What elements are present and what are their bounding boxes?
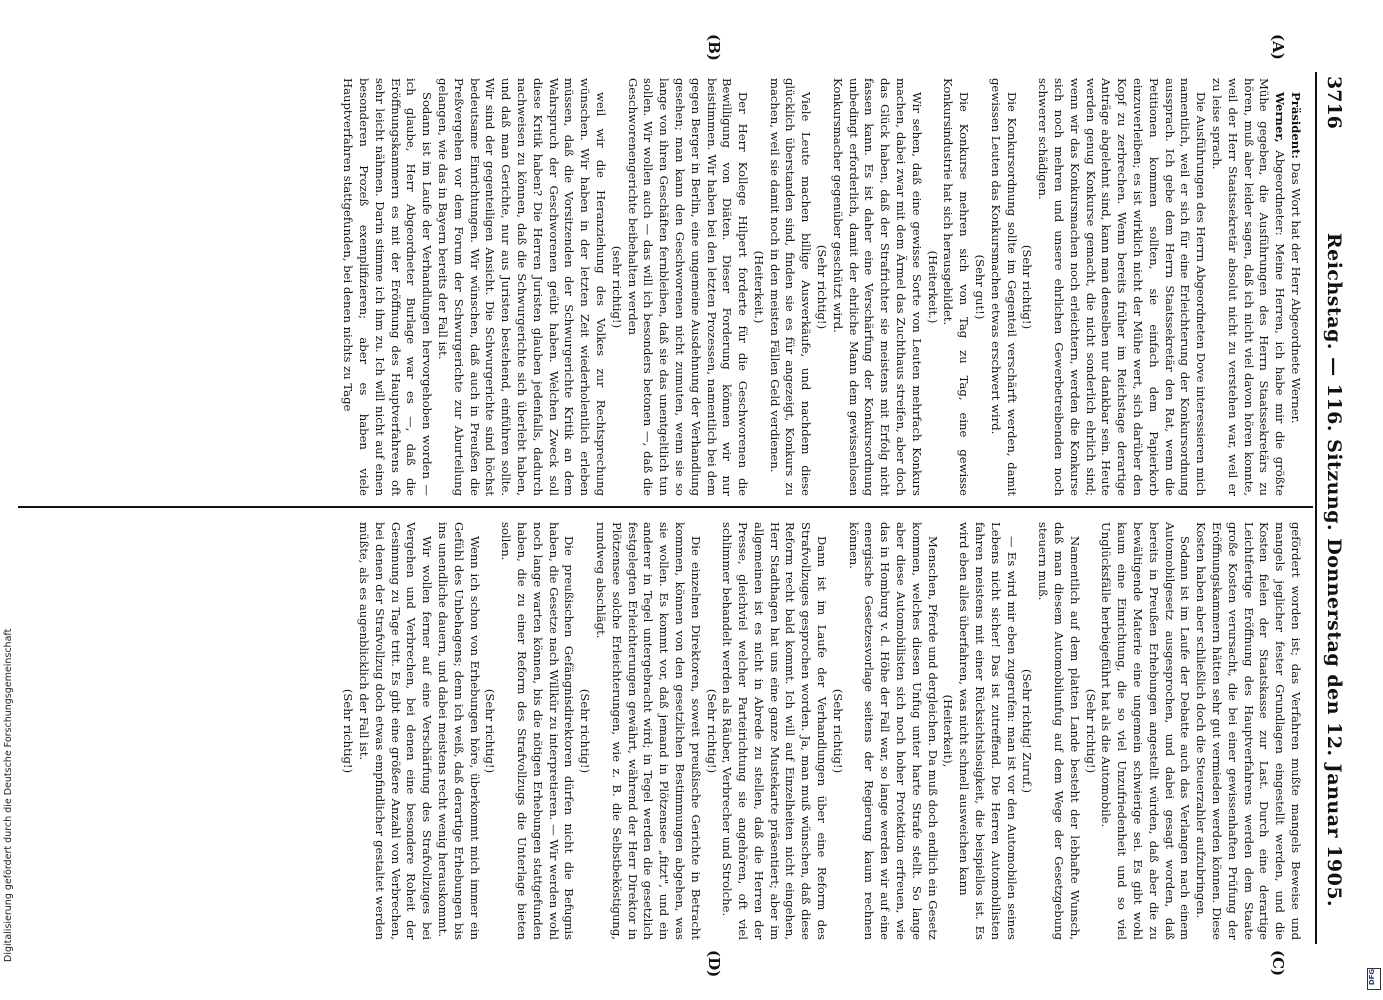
column-divider <box>18 506 1313 508</box>
paragraph: Sodann ist im Laufe der Verhandlungen hervorgehoben worden — ich glaube, Herr Abgeordneter Burlage war es —, daß die Eröffnungskammern es mit der Eröffnung des Hauptverfahrens oft sehr leicht nähmen. Darin stimme ich ihm zu. Ich will nicht auf einen besonderen Prozeß exemplifizieren; aber es haben viele Hauptverfahren stattgefunden, bei denen nichts zu Tage <box>341 78 435 496</box>
paragraph: Dann ist im Laufe der Verhandlungen über eine Reform des Strafvollzuges gesprochen worden. Ja, man muß wünschen, daß diese Reform recht bald kommt. Ich will auf Einzelheiten nicht eingehen, Herr Stadthagen hat uns eine ganze Mustekarte präsentiert; aber im allgemeinen ist es nicht in Abrede zu stellen, daß die Herren der Presse, gleichviel welcher Parteirichtung sie angehören, oft viel schlimmer behandelt werden als Räuber, Verbrecher und Strolche. <box>720 522 830 940</box>
interjection: (Sehr richtig!) <box>1020 244 1035 330</box>
interjection: (Sehr richtig!) <box>704 688 719 774</box>
speaker-paragraph <box>1287 78 1303 496</box>
paragraph: Namentlich auf dem platten Lande besteht der lebhafte Wunsch, daß man diesem Automobilunfug auf dem Wege der Gesetzgebung steuern muß. <box>1036 522 1082 940</box>
interjection: (sehr richtig!) <box>609 245 624 329</box>
margin-mark-c: (C) <box>1269 950 1287 977</box>
margin-mark-d: (D) <box>705 950 723 978</box>
paragraph: Die Konkursordnung sollte im Gegenteil verschärft werden, damit gewissen Leuten das Konkursmachen etwas erschwert wird. <box>988 78 1019 496</box>
paragraph: Menschen, Pferde und dergleichen. Da muß doch endlich ein Gesetz kommen, welches diesen Unfug unter harte Strafe stellt. So lange aber diese Automobilisten sich noch hoher Protektion erfreuen, wie das in Homburg v. d. Höhe der Fall war, so lange werden wir auf eine energische Gesetzesvorlage seitens der Regierung kaum rechnen können. <box>846 522 940 940</box>
interjection: (Sehr richtig! Zuruf.) <box>1020 669 1035 793</box>
speaker-paragraph <box>1208 78 1287 496</box>
speaker-name: Werner, <box>1273 92 1288 143</box>
header-rule <box>1315 72 1317 944</box>
interjection: (Sehr gut!) <box>973 254 988 320</box>
interjection: (Heiterkeit.) <box>751 250 766 324</box>
paragraph: — Es wird mir eben zugerufen: man ist vor den Automobilen seines Lebens nicht sicher! Das ist zutreffend. Die Herren Automobilisten fahren meistens mit einer Rücksichtslosigkeit, die beispiellos ist. Es wird eben alles überfahren, was nicht schnell ausweichen kann <box>957 522 1019 940</box>
interjection: (Sehr richtig!) <box>830 688 845 774</box>
paragraph: Viele Leute machen billige Ausverkäufe, und nachdem diese glücklich überstanden sind, finden sie es für angezeigt, Konkurs zu machen, weil sie damit noch in den meisten Fällen Geld verdienen. <box>767 78 814 496</box>
page-number: 3716 <box>1323 76 1345 129</box>
speaker-name: Präsident: <box>1289 92 1303 159</box>
speech-text: Abgeordneter: Meine Herren, ich habe mir die größte Mühe gegeben, die Ausführungen des Herrn Staatssekretärs zu hören, muß aber leider sagen, daß ich nicht viel davon hören konnte, weil der Herr Staatssekretär absolut nicht zu verstehen war, weil er zu leise sprach. <box>1210 78 1288 497</box>
interjection: (Heiterkeit.) <box>925 250 940 324</box>
margin-mark-a: (A) <box>1269 34 1287 60</box>
paragraph: Die Ausführungen des Herrn Abgeordneten Dove interessieren mich namentlich, weil er sich für eine Erleichterung der Konkursordnung aussprach. Ich gebe dem Herrn Staatssekretär den Rat, wenn die Petitionen kommen sollten, sie einfach dem Papierkorb einzuverleiben; es ist wirklich nicht der Mühe wert, sich darüber den Kopf zu zerbrechen. Wenn bereits früher im Reichstage derartige Anträge abgelehnt sind, kann man denselben nur dankbar sein. Heute werden genug Konkurse gemacht, die nicht sonderlich ehrlich sind; wenn wir das Konkursmachen noch erleichtern, werden die Konkurse sich noch mehren und unsere ehrlichen Gewerbetreibenden noch schwerer schädigen. <box>1036 78 1209 496</box>
paragraph: weil wir die Heranziehung des Volkes zur Rechtsprechung wünschen. Wir haben in der letzten Zeit wiederholentlich erleben müssen, daß die Vorsitzenden der Schwurgerichte Kritik an dem Wahrspruch der Geschworenen geübt haben. Welchen Zweck soll diese Kritik haben? Die Herren Juristen glauben jedenfalls, dadurch nachweisen zu können, daß die Schwurgerichte sich überlebt haben, und daß man Gerichte, nur aus Juristen bestehend, einführen sollte. Wir sind der gegenteiligen Ansicht. Die Schwurgerichte sind höchst bedeutsame Einrichtungen. Wir wünschen, daß auch in Preußen die Preßvergehen vor dem Forum der Schwurgerichte zur Aburteilung gelangen, wie das in Bayern bereits der Fall ist. <box>435 78 608 496</box>
paragraph: Wenn ich schon von Erhebungen höre, überkommt mich immer ein Gefühl des Unbehagens; denn ich weiß, daß derartige Erhebungen bis ins unendliche dauern, und dabei meistens recht wenig herauskommt. <box>435 522 482 940</box>
interjection: (Sehr richtig!) <box>1083 688 1098 774</box>
paragraph: Sodann ist im Laufe der Debatte auch das Verlangen nach einem Automobilgesetz ausgesprochen, und dabei gesagt worden, daß bereits in Preußen Erhebungen angestellt würden, daß aber die zu bewältigende Materie eine ungemein schwierige sei. Es gibt wohl kaum eine Einrichtung, die so viel Unzufriedenheit und so viel Unglücksfälle herbeigeführt hat als die Automobile. <box>1099 522 1193 940</box>
left-text-column <box>339 78 1303 496</box>
credit-text: Digitalisierung gefördert durch die Deutsche Forschungsgemeinschaft <box>3 628 14 962</box>
running-title: Reichstag. — 116. Sitzung. Donnerstag den 12. Januar 1905. <box>1323 232 1345 908</box>
margin-mark-b: (B) <box>705 34 723 61</box>
digitization-credit <box>3 629 14 962</box>
dfg-logo <box>1367 968 1381 990</box>
interjection: (Sehr richtig!) <box>578 688 593 774</box>
paragraph: Die einzelnen Direktoren, soweit preußische Gerichte in Betracht kommen, können von den gesetzlichen Bestimmungen abgehen, was sie wollen. Es kommt vor, daß jemand in Plötzensee „fitzt", und ein anderer in Tegel untergebracht wird; in Tegel werden die gesetzlich festgelegten Erleichterungen gewährt, während der Herr Direktor in Plötzensee solche Erleichterungen, wie z. B. die Selbstbeköstigung, rundweg abschlägt. <box>593 522 703 940</box>
paragraph: Die preußischen Gefängnisdirektoren dürfen nicht die Befugnis haben, die Gesetze nach Willkür zu interpretieren. — Wir werden wohl noch lange warten können, bis die nötigen Erhebungen stattgefunden haben, die zu einer Reform des Strafvollzugs die Unterlage bieten sollen. <box>499 522 577 940</box>
speech-text: Das Wort hat der Herr Abgeordnete Werner. <box>1289 162 1303 424</box>
interjection: (Sehr richtig!) <box>341 688 356 774</box>
paragraph: Die Konkurse mehren sich von Tag zu Tag, eine gewisse Konkursindustrie hat sich herausgebildet. <box>941 78 972 496</box>
paragraph: gefördert worden ist; das Verfahren mußte mangels Beweise und mangels jeglicher fester Grundlagen eingestellt werden, und die Kosten fielen der Staatskasse zur Last. Durch eine derartige Leichtfertige Eröffnung des Hauptverfahrens werden dem Staate große Kosten verursacht, die bei einer gewissenhaften Prüfung der Eröffnungskammern hätten sehr gut vermieden werden können. Diese Kosten haben aber schließlich doch die Steuerzahler aufzubringen. <box>1194 522 1303 940</box>
interjection: (Heiterkeit), <box>941 694 956 768</box>
right-text-column <box>339 522 1303 940</box>
interjection: (Sehr richtig!) <box>815 244 830 330</box>
paragraph: Der Herr Kollege Hilpert forderte für die Geschworenen die Bewilligung von Diäten. Dieser Forderung können wir nur beistimmen. Wir haben bei den letzten Prozessen, namentlich bei dem gegen Berger in Berlin, eine ungemeine Ausdehnung der Verhandlung gesehen; man kann den Geschworenen nicht zumuten, wenn sie so lange von ihren Geschäften fernbleiben, daß sie das unentgeltlich tun sollen. Wir wollen auch — das will ich besonders betonen —, daß die Geschworenengerichte beibehalten werden <box>625 78 751 496</box>
dfg-logo-text: DFG <box>1368 968 1377 986</box>
interjection: (Sehr richtig!) <box>483 688 498 774</box>
paragraph: Wir wollen ferner auf eine Verschärfung des Strafvollzuges bei Vergehen und Verbrechen, bei denen eine besondere Roheit der Gesinnung zu Tage tritt. Es gibt eine größere Anzahl von Verbrechen, bei denen der Strafvollzug doch etwas empfindlicher gestaltet werden müßte, als es augenblicklich der Fall ist. <box>356 522 435 940</box>
paragraph: Wir sehen, daß eine gewisse Sorte von Leuten mehrfach Konkurs machen, dabei zwar mit dem Ärmel das Zuchthaus streifen, aber doch das Glück haben, daß der Strafrichter sie meistens mit Erfolg nicht fassen kann. Es ist daher eine Verschärfung der Konkursordnung unbedingt erforderlich, damit der ehrliche Mann dem gewissenlosen Konkursmacher gegenüber geschützt wird. <box>830 78 924 496</box>
